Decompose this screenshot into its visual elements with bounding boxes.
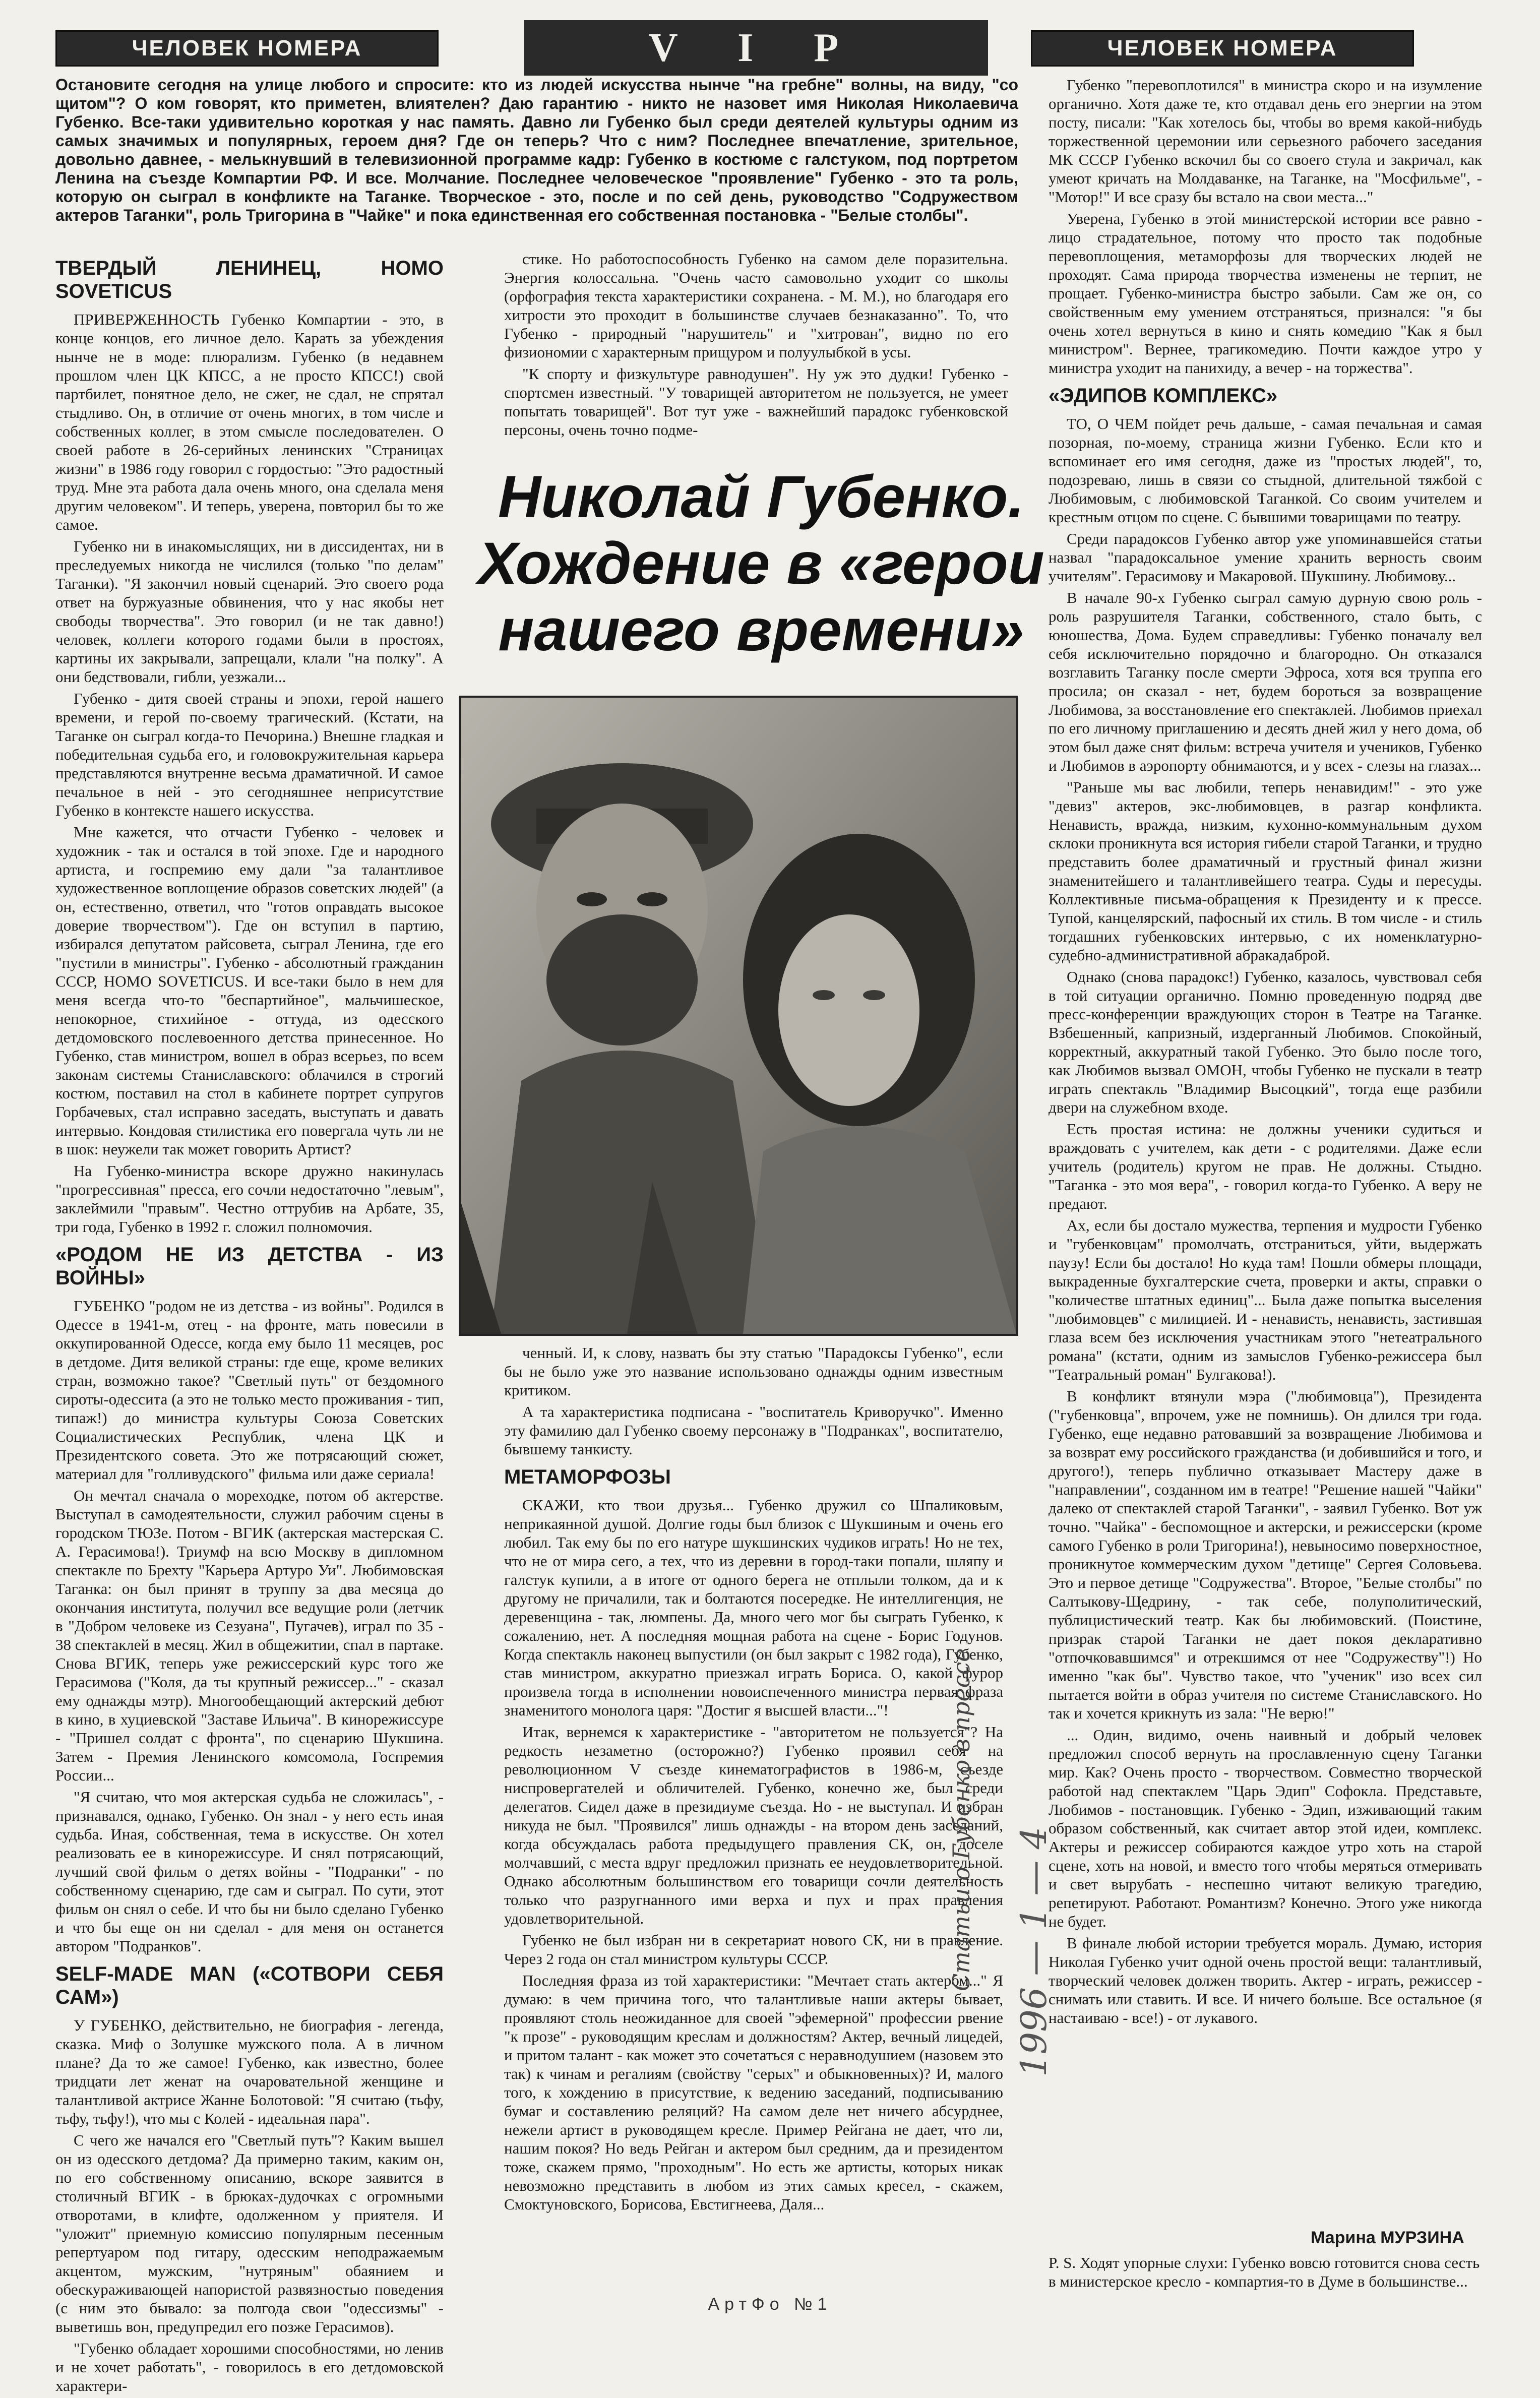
paragraph: В конфликт втянули мэра ("любимовца"), Президента ("губенковца", впрочем, уже не помнишь). Он длился три года. Губенко, еще недавно ратовавший за возвращение Любимова и за возврат ему российского гражданства (и добившийся и того, и другого!), теперь публично отказывает Мастеру даже в "направлении", созданном им в театре! "Решение нашей "Чайки" далеко от спектаклей старой Таганки", - заявил Губенко. Вот уж точно. "Чайка" - беспомощное и актерски, и режиссерски (кроме самого Губенко в роли Тригорина!), невыносимо поверхностное, проникнутое коммерческим духом "детище" Сергея Соловьева. Это и первое детище "Содружества". Второе, "Белые столбы" по Салтыкову-Щедрину, - так себе, полуполитический, публицистический театр. Как бы любимовский. (Поистине, призрак старой Таганки не дает покоя декларативно "отпочковавшимся" и отрекшимся от нее "Содружеству"!) Но именно "как бы". Чувство такое, что "ученик" изо всех сил пытается войти в образ учителя по системе Станиславского. Но так и хочется крикнуть из зала: "Не верю!" [1049,1387,1482,1722]
paragraph: На Губенко-министра вскоре дружно накинулась "прогрессивная" пресса, его сочли недостаточно "левым", заклеймили "правым". Честно оттрубив на Арбате, 35, три года, Губенко в 1992 г. сложил полномочия. [55,1162,444,1236]
section-title-3: SELF-MADE MAN («СОТВОРИ СЕБЯ САМ») [55,1963,444,2008]
headline: Николай Губенко. Хождение в «герои нашего времени» [444,464,1079,663]
paragraph: ТО, О ЧЕМ пойдет речь дальше, - самая печальная и самая позорная, по-моему, страница жизни Губенко. Если кто и вспоминает его имя сегодня, даже из "простых людей", то, подозреваю, лишь в связи со стыдной, длительной тяжбой с Любимовым, с любимовской Таганкой. Со своим учителем и крестным отцом по сцене. С бывшими товарищами по театру. [1049,415,1482,526]
lead-paragraph: Остановите сегодня на улице любого и спросите: кто из людей искусства нынче "на гребне" волны, на виду, "со щитом"? О ком говорят, кто приметен, влиятелен? Даю гарантию - никто не назовет имя Николая Николаевича Губенко. Все-таки удивительно короткая у нас память. Давно ли Губенко был среди деятелей культуры одним из самых значимых и популярных, героем дня? Где он теперь? Что с ним? Последнее впечатление, зрительное, довольно давнее, - мелькнувший в телевизионной программе кадр: Губенко в костюме с галстуком, под портретом Ленина на съезде Компартии РФ. И все. Молчание. Последнее человеческое "проявление" Губенко - это та роль, которую он сыграл в конфликте на Таганке. Творческое - это, после и по сей день, руководство "Содружеством актеров Таганки", роль Тригорина в "Чайке" и пока единственная его собственная постановка - "Белые столбы". [55,76,1018,224]
section-title-oedipus: «ЭДИПОВ КОМПЛЕКС» [1049,385,1278,407]
paragraph: ГУБЕНКО "родом не из детства - из войны". Родился в Одессе в 1941-м, отец - на фронте, мать повесили в оккупированной Одессе, когда ему было 11 месяцев, рос в детдоме. Дитя великой страны: где еще, кроме великих стран, возможно такое? "Светлый путь" от бездомного сироты-одессита (а это не только место проживания - тип, типаж!) до министра культуры Союза Советских Социалистических Республик, члена ЦК и Президентского совета. Это же потрясающий сюжет, материал для "голливудского" фильма или даже сериала! [55,1297,444,1483]
handwritten-date: 1996 — 1 — 4 [1013,1826,1055,2077]
portrait-photo [459,696,1018,1336]
paragraph: Уверена, Губенко в этой министерской истории все равно - лицо страдательное, потому что просто так подобные перевоплощения, метаморфозы для творческих людей не проходят. Сама природа творчества изменены не терпит, не прощает. Губенко-министра быстро забыли. Сам же он, со свойственным ему умением отстраняться, признался: "я бы очень хотел вернуться в кино и снять комедию "Как я был министром". Вернее, трагикомедию. Почти каждое утро у министра уходит на панихиду, а вечер - на торжества". [1049,210,1482,377]
paragraph: "Губенко обладает хорошими способностями, но ленив и не хочет работать", - говорилось в его детдомовской характери- [55,2340,444,2394]
paragraph: СКАЖИ, кто твои друзья... Губенко дружил со Шпаликовым, неприкаянной душой. Долгие годы был близок с Шукшиным и очень его любил. Так ему бы по его натуре шукшинских чудиков играть! Но не тех, что не от мира сего, а тех, что из деревни в город-таки попали, шляпу и галстук купили, а в итоге от одного берега не отплыли толком, да и к другому не причалили, так и болтаются посередке. Не интеллигенция, не деревенщина - так, люмпены. Да, много чего мог бы сыграть Губенко, к сожалению, нет. А последняя мощная работа на сцене - Борис Годунов. Когда спектакль наконец выпустили (он был закрыт с 1982 года), Губенко, став министром, аккуратно приезжал играть Бориса. О, какой фурор произвела тогда в исполнении новоиспеченного министра первая фраза знаменитого монолога царя: "Достиг я высшей власти..."! [504,1496,1003,1719]
paragraph: "К спорту и физкультуре равнодушен". Ну уж это дудки! Губенко - спортсмен известный. "У товарищей авторитетом не пользуется, не умеет попытать товарищей". Вот тут уже - важнейший парадокс губенковской персоны, очень точно подме- [504,365,1008,439]
section-title-1: ТВЕРДЫЙ ЛЕНИНЕЦ, HOMO SOVETICUS [55,257,444,302]
paragraph: Есть простая истина: не должны ученики судиться и враждовать с учителем, как дети - с родителями. Даже если учитель (родитель) кругом не прав. Не должны. Стыдно. "Таганка - это моя вера", - говорил когда-то Губенко. А веру не предают. [1049,1120,1482,1212]
paragraph: В начале 90-х Губенко сыграл самую дурную свою роль - роль разрушителя Таганки, собственного, стало быть, с юношества, Дома. Будем справедливы: Губенко поначалу вел себя исключительно порядочно и благородно. Он отказался возглавить Таганку после смерти Эфроса, хотя вся труппа его просила; он сказал - нет, будем бороться за возвращение Любимова, за восстановление его спектаклей. Любимов приехал по его личному приглашению и десять дней жил у него дома, об этом был даже снят фильм: встреча учителя и учеников, Губенко и Любимов в аэропорту обнимаются, и у всех - слезы на глазах... [1049,589,1482,774]
postscript: P. S. Ходят упорные слухи: Губенко вовсю готовится снова сесть в министерское кресло - компартия-то в Думе в большинстве... [1049,2254,1480,2290]
paragraph: Он мечтал сначала о мореходке, потом об актерстве. Выступал в самодеятельности, служил рабочим сцены в городском ТЮЗе. Потом - ВГИК (актерская мастерская С. А. Герасимова!). Триумф на всю Москву в дипломном спектакле по Брехту "Карьера Артуро Уи". Любимовская Таганка: он был принят в труппу за два месяца до окончания института, получил все ведущие роли (летчик в "Добром человеке из Сезуана", Пугачев), играл по 35 - 38 спектаклей в месяц. Жил в общежитии, спал в партаке. Снова ВГИК, теперь уже режиссерский курс того же Герасимова ("Коля, да ты крупный режиссер..." - сказал ему однажды мэтр). Многообещающий актерский дебют в кино, в хуциевской "Заставе Ильича". В кинорежиссуре - "Пришел солдат с фронта", по сценарию Шукшина. Затем - Премия Ленинского комсомола, Госпремия России... [55,1487,444,1784]
paragraph: Губенко "перевоплотился" в министра скоро и на изумление органично. Хотя даже те, кто отдавал день его энергии на этом посту, писали: "Как хотелось бы, чтобы во время какой-нибудь торжественной церемонии или серьезного рабочего заседания МК СССР Губенко вскочил бы со своего стула и закричал, как умеют кричать на Молдаванке, на Таганке, на "Мосфильме", - "Мотор!" И все сразу бы встало на свои места..." [1049,76,1482,206]
paragraph: ченный. И, к слову, назвать бы эту статью "Парадоксы Губенко", если бы не было уже это название использовано однажды одним известным критиком. [504,1344,1003,1399]
paragraph: Губенко - дитя своей страны и эпохи, герой нашего времени, и герой по-своему трагический. (Кстати, на Таганке он сыграл когда-то Печорина.) Внешне гладкая и победительная судьба его, и головокружительная карьера представляются внутренне весьма драматичной. И самое печальное в ней - это сегодняшнее неприсутствие Губенко в контексте нашего искусства. [55,690,444,819]
paragraph: Ах, если бы достало мужества, терпения и мудрости Губенко и "губенковцам" промолчать, отстраниться, уйти, выдержать паузу! Если бы достало! Но куда там! Пошли обмеры площади, выкраденные бухгалтерские счета, проверки и акты, справки о "количестве штатных единиц"... Была даже попытка выселения "любимовцев" с милицией. И - ненависть, ненависть, застившая глаза всем без исключения участникам этого "нетеатрального романа" (кстати, одним из замыслов Губенко-режиссера был "Театральный роман" Булгакова!). [1049,1216,1482,1383]
paragraph: "Я считаю, что моя актерская судьба не сложилась", - признавался, однако, Губенко. Он знал - у него есть иная судьба. Иная, собственная, тема в искусстве. Он хотел реализовать ее в кинорежиссуре. И снял потрясающий, лучший свой фильм о детях войны - "Подранки" - по собственному сценарию, где сам и сыграл. По сути, этот фильм он снял о себе. И что бы ни было сделано Губенко и что бы еще он ни сделал - для меня он останется автором "Подранков". [55,1788,444,1955]
paragraph: "Раньше мы вас любили, теперь ненавидим!" - это уже "девиз" актеров, экс-любимовцев, в разгар конфликта. Ненависть, вражда, низким, кухонно-коммунальным духом склоки проникнута вся история гибели старой Таганки, и трудно представить более драматичный и грустный финал жизни знаменитейшего и талантливейшего театра. Суды и пересуды. Коллективные письма-обращения к Президенту и к прессе. Тупой, канцелярский, пафосный их стиль. В том числе - и стиль тогдашних губенковских интервью, с их номенклатурно-судебно-административной абракадаброй. [1049,778,1482,964]
rubric-left: ЧЕЛОВЕК НОМЕРА [55,30,439,67]
paragraph: Губенко не был избран ни в секретариат нового СК, ни в правление. Через 2 года он стал министром культуры СССР. [504,1931,1003,1967]
paragraph: Итак, вернемся к характеристике - "авторитетом не пользуется"? На редкость незаметно (осторожно?) Губенко проявил себя на революционном V съезде кинематографистов в 1986-м, съезде ниспровергателей и обличителей. Губенко, конечно же, был среди делегатов. Сидел даже в президиуме съезда. Но - не выступал. И избран никуда не был. "Проявился" лишь однажды - на втором день заседаний, когда обсуждалась работа предыдущего правления СК, он, доселе молчавший, с места вдруг предложил признать ее неудовлетворительной. Однако абсолютным большинством его товарищи сочли деятельность только что разругнанного ими верха и пух и прах правления удовлетворительной. [504,1723,1003,1927]
paragraph: ПРИВЕРЖЕННОСТЬ Губенко Компартии - это, в конце концов, его личное дело. Карать за убеждения нынче не в моде: плюрализм. Губенко (в недавнем прошлом член ЦК КПСС, а не просто КПСС!) свой партбилет, понятное дело, не сжег, не сдал, не спрятал стыдливо. Он, в отличие от очень многих, в том числе и собственных коллег, в этом смысле последователен. О своей работе в 26-серийных ленинских "Страницах жизни" в 1986 году говорил с гордостью: "Это радостный труд. Мне эта работа дала очень много, она сделала меня другим человеком". И теперь, уверена, повторил бы то же самое. [55,311,444,533]
paragraph: Однако (снова парадокс!) Губенко, казалось, чувствовал себя в той ситуации органично. Помню проведенную подряд две пресс-конференции враждующих сторон в Театре на Таганке. Взбешенный, капризный, издерганный Любимов. Спокойный, корректный, аккуратный такой Губенко. Это было после того, как Любимов вызвал ОМОН, чтобы Губенко не пускали в театр играть спектакль "Владимир Высоцкий", тогда еще разбили двери на служебном входе. [1049,968,1482,1116]
paragraph: С чего же начался его "Светлый путь"? Каким вышел он из одесского детдома? Да примерно таким, каким он, по его собственному описанию, вскоре заявится в столичный ВГИК - в брюках-дудочках с огромными отворотами, в клифте, одолженном у приятеля. И "уложит" приемную комиссию популярным песенным репертуаром под гитару, одесским неподражаемым акцентом, мужским, "нутряным" обаянием и обескураживающей напористой развязностью поведения (с ним это бывало: за полгода свои "одессизмы" - выветишь вон, предупредил его позже Герасимов). [55,2131,444,2335]
column-3 [1049,76,1482,2030]
column-2-top [504,250,1008,442]
handwritten-note: Статьи о Губенко в прессе [948,1648,975,1991]
paragraph: стике. Но работоспособность Губенко на самом деле поразительна. Энергия колоссальна. "Очень часто самовольно уходит со школы (орфография текста характеристики сохранена. - М. М.), но благодаря его хитрости это проходит в большинстве случаев безнаказанно". То, что Губенко - природный "нарушитель" и "хитрован", видно по его физиономии с характерным прищуром и полуулыбкой в усы. [504,250,1008,361]
section-title-metamorphoses: МЕТАМОРФОЗЫ [504,1466,671,1488]
vip-banner: V I P [524,20,988,76]
column-2-bottom [504,1343,1003,2217]
paragraph: В финале любой истории требуется мораль. Думаю, история Николая Губенко учит одной очень простой вещи: талантливый, творческий человек должен творить. Актер - играть, режиссер - снимать или ставить. И все. И ничего больше. Все остальное (я настаиваю - все!) - от лукавого. [1049,1934,1482,2026]
photo-image [461,698,1016,1334]
paragraph: Среди парадоксов Губенко автор уже упоминавшейся статьи назвал "парадоксальное умение хранить верность своим учителям". Герасимову и Макаровой. Шукшину. Любимову... [1049,530,1482,585]
author-byline: Марина МУРЗИНА [1311,2228,1464,2247]
rubric-right: ЧЕЛОВЕК НОМЕРА [1031,30,1414,67]
paragraph: А та характеристика подписана - "воспитатель Криворучко". Именно эту фамилию дал Губенко своему персонажу в "Подранках", воспитателю, бывшему танкисту. [504,1403,1003,1458]
paragraph: Последняя фраза из той характеристики: "Мечтает стать актером..." Я думаю: в чем причина того, что талантливые наши актеры бывает, проявляют столь неожиданное для своей "эфемерной" профессии рвение "к прозе" - руководящим креслам и должностям? Актер, вечный лицедей, и притом талант - как может это сочетаться с неравнодушием (назовем это так) к чинам и регалиям (свойству "серых" и обыкновенных)? И, малого того, к хождению в присутствие, к ведению заседаний, подписыванию бумаг и составлению реляций? На самом деле нет ничего абсурднее, нежели артист в руководящем кресле. Пример Рейгана не дает, что ли, нашим покоя? Но ведь Рейган и актером был средним, да и президентом тоже, скажем прямо, "проходным". Но есть же артисты, которых никак невозможно представить в любом из этих самых кресел, - скажем, Смоктуновского, Борисова, Евстигнеева, Даля... [504,1972,1003,2213]
paragraph: ... Один, видимо, очень наивный и добрый человек предложил способ вернуть на прославленную сцену Таганки мир. Как? Очень просто - творчеством. Совместно творческой работой над спектаклем "Царь Эдип" Софокла. Представьте, Любимов - постановщик. Губенко - Эдип, изживающий таким образом собственный, как считает автор этой идеи, комплекс. Актеры и режиссер собираются каждое утро хоть на старой сцене, хоть на новой, и вместо того чтобы меряться отмеривать и свет вырубать - неспешно читают великую трагедию, репетируют. Работают. Романтизм? Конечно. Этого уже никогда не будет. [1049,1726,1482,1930]
page-footer: АртФо №1 [708,2295,832,2314]
paragraph: Губенко ни в инакомыслящих, ни в диссидентах, ни в преследуемых никогда не числился (только "по делам" Таганки). "Я закончил новый сценарий. Это своего рода ответ на буржуазные обвинения, что у нас якобы нет свободы творчества". Это говорил (и не так давно!) человек, коллеги которого годами были в простоях, картины их закрывали, запрещали, клали "на полку". А они бедствовали, гибли, уезжали... [55,537,444,686]
column-1 [55,250,444,2398]
section-title-2: «РОДОМ НЕ ИЗ ДЕТСТВА - ИЗ ВОЙНЫ» [55,1244,444,1289]
paragraph: У ГУБЕНКО, действительно, не биография - легенда, сказка. Миф о Золушке мужского пола. А в личном плане? Да то же самое! Губенко, как известно, более тридцати лет женат на очаровательной женщине и талантливой актрисе Жанне Болотовой: "Я считаю (тьфу, тьфу, тьфу!), что мы с Колей - идеальная пара". [55,2016,444,2127]
paragraph: Мне кажется, что отчасти Губенко - человек и художник - так и остался в той эпохе. Где и народного артиста, и госпремию ему дали "за талантливое художественное воплощение образов советских людей" (а он, естественно, ответил, что "готов оправдать высокое доверие творчеством"). Где он вступил в партию, избирался депутатом райсовета, сыграл Ленина, где его "пустили в министры". Губенко - абсолютный гражданин СССР, HOMO SOVETICUS. И все-таки было в нем для меня всегда что-то "беспартийное", мальчишеское, непокорное, стихийное - оттуда, из одесского детдомовского послевоенного детства принесенное. Но Губенко, став министром, вошел в образ всерьез, по всем законам системы Станиславского: облачился в строгий костюм, поставил на стол в кабинете портрет супругов Горбачевых, стал исправно заседать, выступать и давать интервью. Кондовая стилистика его повергала чуть ли не в шок: неужели так может говорить Артист? [55,823,444,1158]
